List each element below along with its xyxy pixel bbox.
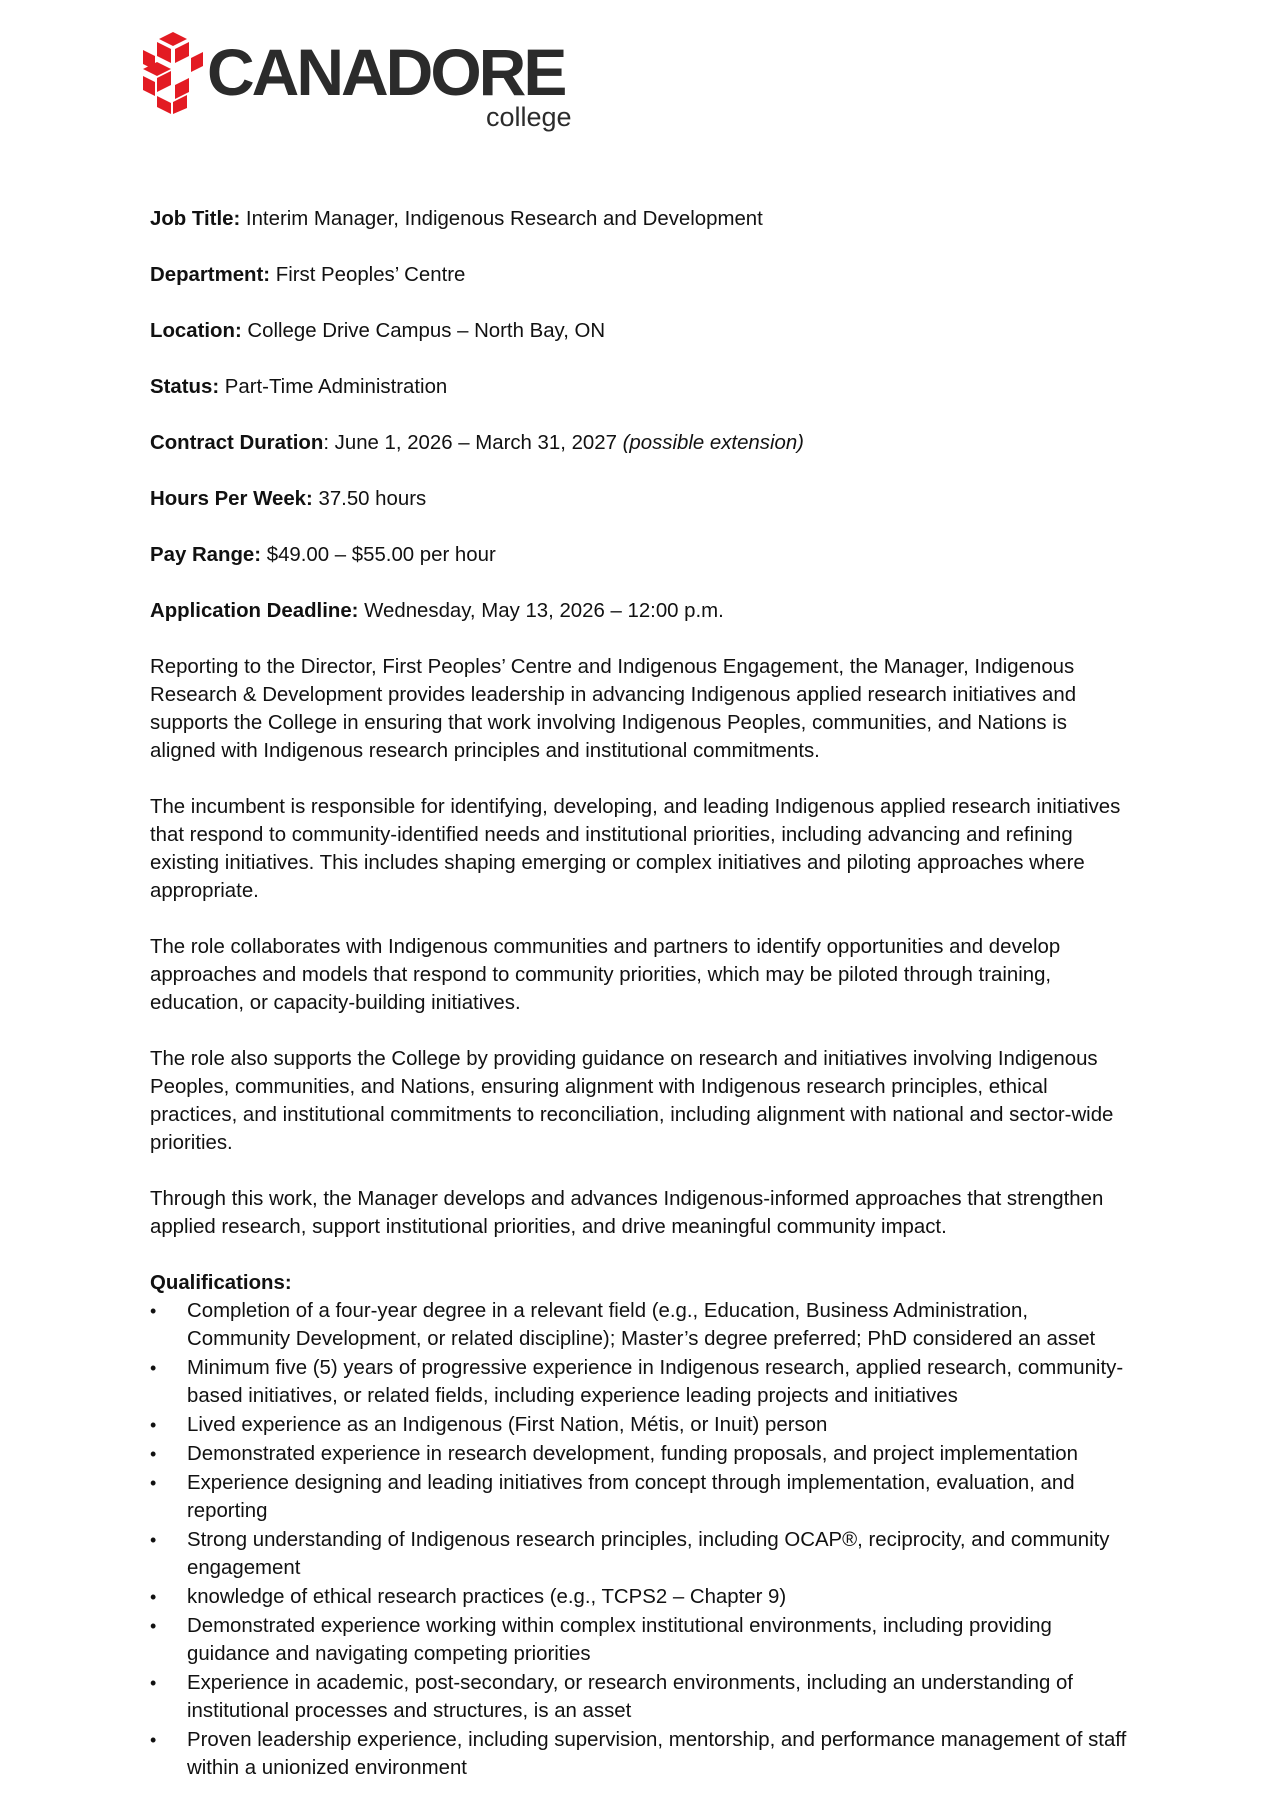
field-label: Job Title: <box>150 208 241 230</box>
job-details <box>150 205 1130 625</box>
field-value: Part-Time Administration <box>219 376 448 398</box>
list-item <box>150 1526 1130 1582</box>
field-label: Application Deadline: <box>150 600 359 622</box>
list-item <box>150 1612 1130 1668</box>
list-item-text: Demonstrated experience in research development, funding proposals, and project implementation <box>187 1443 1078 1465</box>
field-value: 37.50 hours <box>312 488 427 510</box>
canadore-logo-mark-icon <box>143 32 205 114</box>
application-deadline-field <box>150 597 1130 625</box>
status-field <box>150 373 1130 401</box>
logo-subtitle: college <box>486 102 572 132</box>
list-item-text: knowledge of ethical research practices (e.g., TCPS2 – Chapter 9) <box>187 1586 787 1608</box>
bullet-icon: • <box>150 1473 157 1493</box>
description-paragraph: Reporting to the Director, First Peoples’ Centre and Indigenous Engagement, the Manager, Indigenous Research & Development provides leadership in advancing Indigenous applied research initiatives and supports the College in ensuring that work involving Indigenous Peoples, communities, and Nations is aligned with Indigenous research principles and institutional commitments. <box>150 656 1077 762</box>
list-item-text: Proven leadership experience, including supervision, mentorship, and performance management of staff within a unionized environment <box>187 1729 1127 1779</box>
list-item-text: Completion of a four-year degree in a relevant field (e.g., Education, Business Administration, Community Development, or related discipline); Master’s degree preferred; PhD considered an asset <box>187 1300 1096 1350</box>
list-item <box>150 1469 1130 1525</box>
description-paragraph: The incumbent is responsible for identifying, developing, and leading Indigenous applied research initiatives that respond to community-identified needs and institutional priorities, including advancing and refining existing initiatives. This includes shaping emerging or complex initiatives and piloting approaches where appropriate. <box>150 796 1121 902</box>
field-label: Contract Duration <box>150 432 324 454</box>
field-value: Interim Manager, Indigenous Research and Development <box>240 208 763 230</box>
field-value: : June 1, 2026 – March 31, 2027 <box>323 432 623 454</box>
list-item-text: Experience designing and leading initiatives from concept through implementation, evaluation, and reporting <box>187 1472 1075 1522</box>
list-item-text: Minimum five (5) years of progressive experience in Indigenous research, applied research, community-based initiatives, or related fields, including experience leading projects and initiatives <box>187 1357 1124 1407</box>
canadore-college-logo <box>143 30 593 140</box>
field-label: Hours Per Week: <box>150 488 313 510</box>
list-item <box>150 1440 1130 1468</box>
list-item <box>150 1726 1130 1782</box>
list-item <box>150 1411 1130 1439</box>
list-item-text: Experience in academic, post-secondary, or research environments, including an understanding of institutional processes and structures, is an asset <box>187 1672 1073 1722</box>
list-item-text: Strong understanding of Indigenous research principles, including OCAP®, reciprocity, and community engagement <box>187 1529 1110 1579</box>
location-field <box>150 317 1130 345</box>
pay-range-field <box>150 541 1130 569</box>
field-note: (possible extension) <box>622 432 804 454</box>
bullet-icon: • <box>150 1530 157 1550</box>
logo-wordmark: CANADORE <box>207 35 565 109</box>
list-item-text: Lived experience as an Indigenous (First Nation, Métis, or Inuit) person <box>187 1414 828 1436</box>
field-value: First Peoples’ Centre <box>270 264 466 286</box>
bullet-icon: • <box>150 1616 157 1636</box>
bullet-icon: • <box>150 1444 157 1464</box>
hours-per-week-field <box>150 485 1130 513</box>
bullet-icon: • <box>150 1358 157 1378</box>
field-label: Pay Range: <box>150 544 262 566</box>
field-label: Location: <box>150 320 242 342</box>
field-value: Wednesday, May 13, 2026 – 12:00 p.m. <box>358 600 724 622</box>
qualifications-list <box>150 1297 1130 1782</box>
bullet-icon: • <box>150 1587 157 1607</box>
list-item <box>150 1669 1130 1725</box>
job-title-field <box>150 205 1130 233</box>
field-value: $49.00 – $55.00 per hour <box>261 544 496 566</box>
field-value: College Drive Campus – North Bay, ON <box>241 320 606 342</box>
list-item <box>150 1297 1130 1353</box>
list-item <box>150 1354 1130 1410</box>
list-item <box>150 1583 1130 1611</box>
bullet-icon: • <box>150 1673 157 1693</box>
bullet-icon: • <box>150 1730 157 1750</box>
description-paragraph: The role collaborates with Indigenous communities and partners to identify opportunities and develop approaches and models that respond to community priorities, which may be piloted through training, education, or capacity-building initiatives. <box>150 936 1061 1014</box>
contract-duration-field <box>150 429 1130 457</box>
description-paragraph: Through this work, the Manager develops and advances Indigenous-informed approaches that strengthen applied research, support institutional priorities, and drive meaningful community impact. <box>150 1188 1104 1238</box>
field-label: Status: <box>150 376 220 398</box>
field-label: Department: <box>150 264 271 286</box>
department-field <box>150 261 1130 289</box>
description-paragraph: The role also supports the College by providing guidance on research and initiatives involving Indigenous Peoples, communities, and Nations, ensuring alignment with Indigenous research principles, ethical practices, and institutional commitments to reconciliation, including alignment with national and sector-wide priorities. <box>150 1048 1114 1154</box>
bullet-icon: • <box>150 1415 157 1435</box>
job-posting <box>150 205 1130 1783</box>
bullet-icon: • <box>150 1301 157 1321</box>
qualifications-heading: Qualifications: <box>150 1272 292 1294</box>
list-item-text: Demonstrated experience working within complex institutional environments, including providing guidance and navigating competing priorities <box>187 1615 1052 1665</box>
